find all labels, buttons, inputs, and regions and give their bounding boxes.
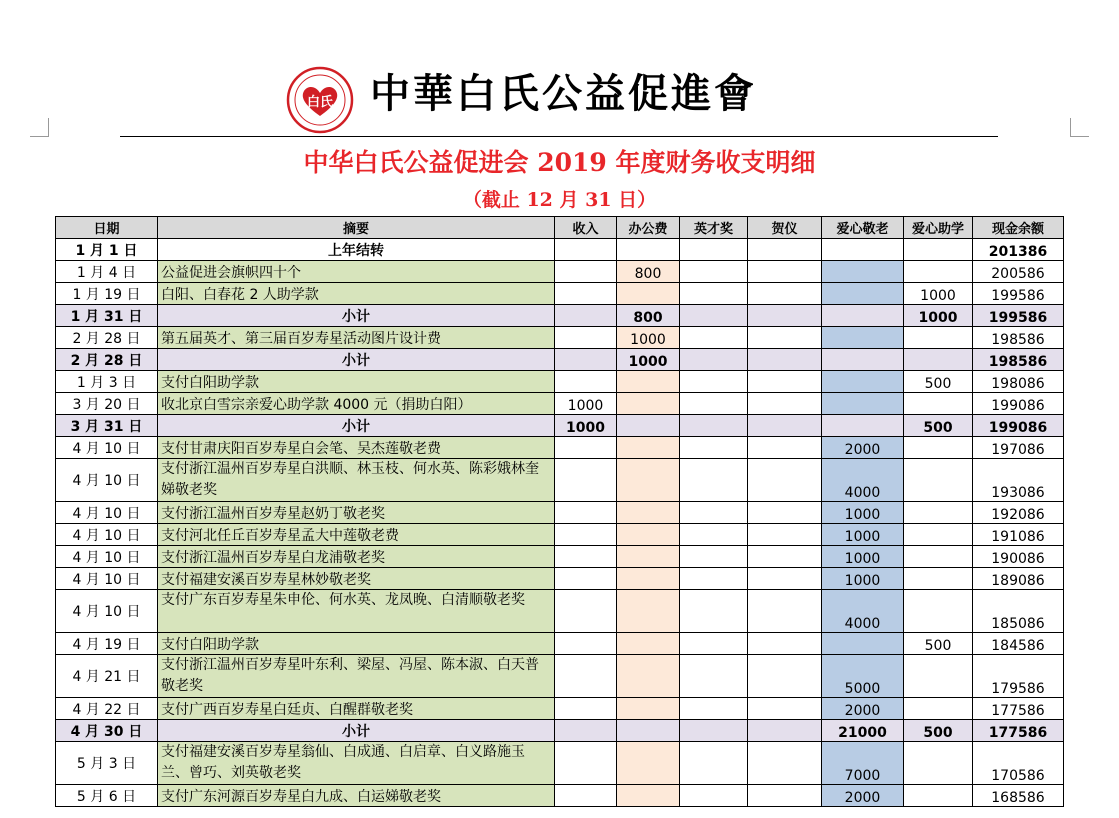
cell-desc: 上年结转 [158,239,555,261]
table-row [56,459,1064,502]
header-divider [120,136,998,137]
cell-balance: 191086 [973,524,1064,546]
cell-balance: 168586 [973,785,1064,807]
cell-office [617,393,680,415]
cell-office [617,655,680,698]
cell-gift [748,415,822,437]
cell-office [617,633,680,655]
cell-income [555,327,617,349]
cell-office [617,742,680,785]
cell-date: 4 月 21 日 [56,655,158,698]
cell-study: 500 [904,633,973,655]
cell-study [904,785,973,807]
cell-office [617,785,680,807]
cell-date: 5 月 6 日 [56,785,158,807]
subtotal-row [56,305,1064,327]
cell-office [617,459,680,502]
column-header: 爱心助学 [904,217,973,239]
cell-study [904,524,973,546]
cell-desc: 支付广东河源百岁寿星白九成、白运娣敬老奖 [158,785,555,807]
cell-office [617,239,680,261]
cell-income: 1000 [555,393,617,415]
cell-desc: 支付甘肃庆阳百岁寿星白会笔、吴杰莲敬老费 [158,437,555,459]
cell-date: 4 月 10 日 [56,568,158,590]
table-row [56,590,1064,633]
subtotal-row [56,415,1064,437]
cell-income [555,349,617,371]
table-row [56,524,1064,546]
cell-talent [680,524,748,546]
cell-date: 4 月 10 日 [56,459,158,502]
column-header: 收入 [555,217,617,239]
cell-date: 4 月 10 日 [56,546,158,568]
cell-desc: 小计 [158,415,555,437]
cell-date: 3 月 20 日 [56,393,158,415]
cell-date: 4 月 19 日 [56,633,158,655]
cell-talent [680,546,748,568]
cell-elder: 1000 [822,502,904,524]
cell-office [617,524,680,546]
cell-income: 1000 [555,415,617,437]
cell-elder: 4000 [822,459,904,502]
subtotal-row [56,720,1064,742]
cell-study [904,502,973,524]
cell-balance: 199086 [973,415,1064,437]
cell-desc: 支付广东百岁寿星朱申伦、何水英、龙凤晚、白清顺敬老奖 [158,590,555,633]
cell-gift [748,502,822,524]
cell-gift [748,655,822,698]
cell-gift [748,437,822,459]
cell-gift [748,393,822,415]
cell-income [555,283,617,305]
cell-elder: 21000 [822,720,904,742]
cell-income [555,524,617,546]
cell-balance: 198586 [973,349,1064,371]
column-header: 日期 [56,217,158,239]
cell-gift [748,459,822,502]
cell-study: 500 [904,371,973,393]
cell-study [904,568,973,590]
table-row [56,742,1064,785]
cell-desc: 小计 [158,349,555,371]
cell-date: 1 月 3 日 [56,371,158,393]
cell-income [555,655,617,698]
cell-gift [748,524,822,546]
cell-study [904,261,973,283]
cell-study: 500 [904,415,973,437]
cell-talent [680,415,748,437]
cell-study [904,239,973,261]
cell-gift [748,742,822,785]
cell-office [617,546,680,568]
cell-elder: 2000 [822,437,904,459]
cell-talent [680,459,748,502]
cell-desc: 小计 [158,305,555,327]
table-row [56,633,1064,655]
column-header: 英才奖 [680,217,748,239]
cell-balance: 170586 [973,742,1064,785]
cell-income [555,568,617,590]
cell-office [617,371,680,393]
cell-office [617,283,680,305]
cell-desc: 支付浙江温州百岁寿星白龙浦敬老奖 [158,546,555,568]
cell-date: 4 月 22 日 [56,698,158,720]
column-header: 办公费 [617,217,680,239]
cell-gift [748,327,822,349]
cell-elder [822,415,904,437]
cell-talent [680,283,748,305]
cell-talent [680,568,748,590]
subtotal-row [56,349,1064,371]
cell-office [617,568,680,590]
cell-office: 1000 [617,349,680,371]
cell-date: 2 月 28 日 [56,327,158,349]
table-header-row [56,217,1064,239]
table-row [56,327,1064,349]
cell-office [617,720,680,742]
org-name: 中華白氏公益促進會 [370,71,757,117]
cell-gift [748,371,822,393]
cell-office: 800 [617,305,680,327]
cell-balance: 201386 [973,239,1064,261]
column-header: 现金余额 [973,217,1064,239]
cell-income [555,437,617,459]
cell-elder: 7000 [822,742,904,785]
cell-balance: 190086 [973,546,1064,568]
logo-text: 白氏 [306,95,334,110]
cell-desc: 支付白阳助学款 [158,633,555,655]
cell-desc: 第五届英才、第三届百岁寿星活动图片设计费 [158,327,555,349]
cell-elder: 1000 [822,568,904,590]
cell-talent [680,393,748,415]
cell-elder: 1000 [822,546,904,568]
cell-office [617,502,680,524]
cell-elder: 2000 [822,785,904,807]
cell-balance: 177586 [973,698,1064,720]
cell-desc: 支付浙江温州百岁寿星叶东利、梁屋、冯屋、陈本淑、白天普敬老奖 [158,655,555,698]
cell-talent [680,655,748,698]
cell-talent [680,327,748,349]
cell-date: 1 月 4 日 [56,261,158,283]
column-header: 贺仪 [748,217,822,239]
cell-income [555,742,617,785]
cell-income [555,785,617,807]
table-row [56,698,1064,720]
cell-balance: 179586 [973,655,1064,698]
cell-gift [748,785,822,807]
cell-balance: 184586 [973,633,1064,655]
cell-desc: 白阳、白春花 2 人助学款 [158,283,555,305]
column-header: 摘要 [158,217,555,239]
table-row [56,785,1064,807]
cell-study [904,698,973,720]
cell-balance: 177586 [973,720,1064,742]
cell-balance: 199086 [973,393,1064,415]
cell-talent [680,502,748,524]
cell-gift [748,305,822,327]
cell-talent [680,742,748,785]
cell-balance: 198586 [973,327,1064,349]
cell-date: 4 月 10 日 [56,437,158,459]
cell-elder [822,283,904,305]
table-row [56,437,1064,459]
cell-date: 4 月 10 日 [56,590,158,633]
cell-study [904,546,973,568]
cell-date: 4 月 10 日 [56,524,158,546]
cell-income [555,720,617,742]
cell-gift [748,590,822,633]
cell-talent [680,698,748,720]
cell-gift [748,568,822,590]
cell-balance: 197086 [973,437,1064,459]
cell-balance: 193086 [973,459,1064,502]
cell-desc: 公益促进会旗帜四十个 [158,261,555,283]
cell-elder [822,261,904,283]
page-subtitle: （截止 12 月 31 日） [462,189,657,211]
cell-date: 4 月 30 日 [56,720,158,742]
cell-office [617,590,680,633]
cell-date: 2 月 28 日 [56,349,158,371]
org-logo-icon [286,66,354,134]
cell-talent [680,785,748,807]
cell-office [617,437,680,459]
cell-balance: 192086 [973,502,1064,524]
page-corner-mark-right [1070,118,1089,137]
page-title: 中华白氏公益促进会 2019 年度财务收支明细 [303,148,816,177]
finance-table [55,216,1064,807]
cell-date: 5 月 3 日 [56,742,158,785]
table-row [56,393,1064,415]
cell-elder [822,371,904,393]
cell-elder [822,239,904,261]
cell-study: 1000 [904,283,973,305]
cell-balance: 199586 [973,305,1064,327]
cell-office: 800 [617,261,680,283]
cell-gift [748,283,822,305]
table-row [56,546,1064,568]
column-header: 爱心敬老 [822,217,904,239]
table-row [56,283,1064,305]
cell-elder [822,633,904,655]
cell-desc: 支付福建安溪百岁寿星翁仙、白成通、白启章、白义路施玉兰、曾巧、刘英敬老奖 [158,742,555,785]
cell-income [555,305,617,327]
cell-study [904,393,973,415]
cell-study [904,655,973,698]
cell-elder: 1000 [822,524,904,546]
cell-elder [822,393,904,415]
cell-income [555,502,617,524]
cell-study [904,327,973,349]
cell-desc: 支付广西百岁寿星白廷贞、白醒群敬老奖 [158,698,555,720]
carryover-row [56,239,1064,261]
table-row [56,655,1064,698]
cell-study [904,349,973,371]
cell-study [904,590,973,633]
cell-gift [748,698,822,720]
table-row [56,502,1064,524]
cell-date: 1 月 1 日 [56,239,158,261]
cell-gift [748,633,822,655]
cell-talent [680,239,748,261]
cell-income [555,371,617,393]
cell-desc: 支付浙江温州百岁寿星赵奶丁敬老奖 [158,502,555,524]
cell-study: 500 [904,720,973,742]
cell-office [617,415,680,437]
cell-office [617,698,680,720]
cell-gift [748,546,822,568]
cell-income [555,546,617,568]
cell-gift [748,349,822,371]
cell-desc: 支付河北任丘百岁寿星孟大中莲敬老费 [158,524,555,546]
cell-gift [748,720,822,742]
cell-date: 1 月 19 日 [56,283,158,305]
cell-elder: 5000 [822,655,904,698]
cell-date: 4 月 10 日 [56,502,158,524]
cell-balance: 199586 [973,283,1064,305]
cell-elder: 2000 [822,698,904,720]
cell-income [555,590,617,633]
cell-desc: 收北京白雪宗亲爱心助学款 4000 元（捐助白阳） [158,393,555,415]
cell-income [555,698,617,720]
cell-talent [680,371,748,393]
cell-study: 1000 [904,305,973,327]
cell-talent [680,590,748,633]
cell-elder [822,305,904,327]
cell-elder [822,327,904,349]
cell-elder: 4000 [822,590,904,633]
table-row [56,261,1064,283]
cell-income [555,633,617,655]
cell-balance: 200586 [973,261,1064,283]
cell-desc: 支付浙江温州百岁寿星白洪顺、林玉枝、何水英、陈彩娥林奎娣敬老奖 [158,459,555,502]
cell-talent [680,437,748,459]
cell-study [904,742,973,785]
cell-office: 1000 [617,327,680,349]
cell-date: 1 月 31 日 [56,305,158,327]
cell-desc: 支付白阳助学款 [158,371,555,393]
cell-gift [748,239,822,261]
cell-balance: 185086 [973,590,1064,633]
cell-income [555,239,617,261]
cell-desc: 小计 [158,720,555,742]
cell-date: 3 月 31 日 [56,415,158,437]
cell-balance: 198086 [973,371,1064,393]
cell-talent [680,261,748,283]
cell-income [555,459,617,502]
page-corner-mark-left [30,118,49,137]
cell-talent [680,720,748,742]
cell-income [555,261,617,283]
table-row [56,568,1064,590]
cell-talent [680,633,748,655]
cell-study [904,437,973,459]
table-row [56,371,1064,393]
cell-talent [680,349,748,371]
cell-desc: 支付福建安溪百岁寿星林妙敬老奖 [158,568,555,590]
cell-study [904,459,973,502]
cell-elder [822,349,904,371]
cell-gift [748,261,822,283]
cell-talent [680,305,748,327]
cell-balance: 189086 [973,568,1064,590]
